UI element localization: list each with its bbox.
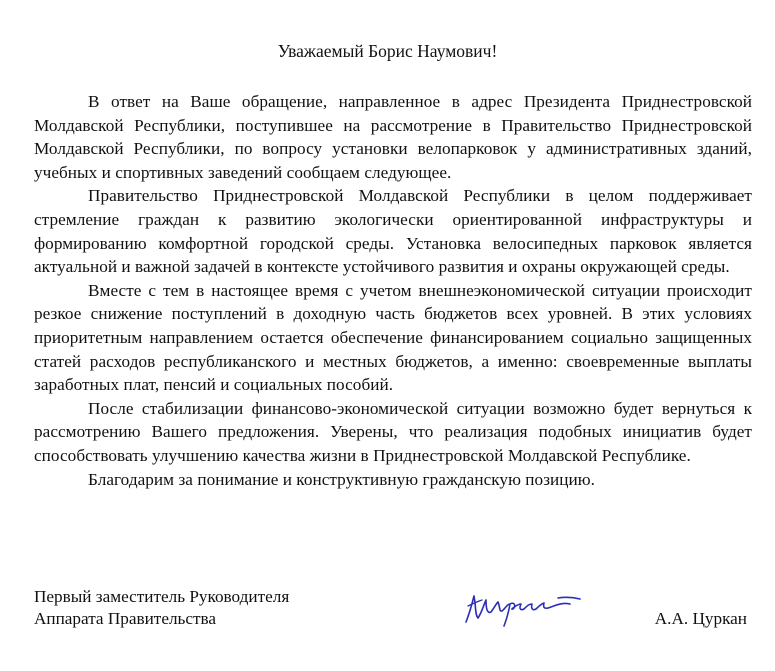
- signatory-title-line-2: Аппарата Правительства: [34, 609, 217, 628]
- paragraph-2: Правительство Приднестровской Молдавской Республики в целом поддерживает стремление граждан к развитию экологически ориентированной инфраструктуры и формированию комфортной городской среды. Установка велосипедных парковок является актуальной и важной задачей в контексте устойчивого развития и охраны окружающей среды.: [34, 186, 752, 277]
- salutation: Уважаемый Борис Наумович!: [277, 41, 498, 61]
- paragraph-1: В ответ на Ваше обращение, направленное в адрес Президента Приднестровской Молдавской Республики, поступившее на рассмотрение в Правительство Приднестровской Молдавской Республики, по вопросу установки велопарковок у административных зданий, учебных и спортивных заведений сообщаем следующее.: [34, 92, 752, 182]
- paragraph-3: Вместе с тем в настоящее время с учетом внешнеэкономической ситуации происходит резкое снижение поступлений в доходную часть бюджетов всех уровней. В этих условиях приоритетным направлением остается обеспечение финансированием социально защищенных статей расходов республиканского и местных бюджетов, а именно: своевременные выплаты заработных плат, пенсий и социальных пособий.: [34, 280, 752, 395]
- signatory-title: [34, 586, 289, 630]
- closing-sentence: Благодарим за понимание и конструктивную гражданскую позицию.: [88, 469, 596, 489]
- signatory-title-line-1: Первый заместитель Руководителя: [34, 587, 290, 606]
- paragraph-4: После стабилизации финансово-экономической ситуации возможно будет вернуться к рассмотрению Вашего предложения. Уверены, что реализация подобных инициатив будет способствовать улучшению качества жизни в Приднестровской Молдавской Республике.: [34, 398, 752, 465]
- handwritten-signature: [458, 582, 588, 632]
- letter-body: [34, 90, 752, 491]
- signatory-name: А.А. Цуркан: [654, 609, 747, 628]
